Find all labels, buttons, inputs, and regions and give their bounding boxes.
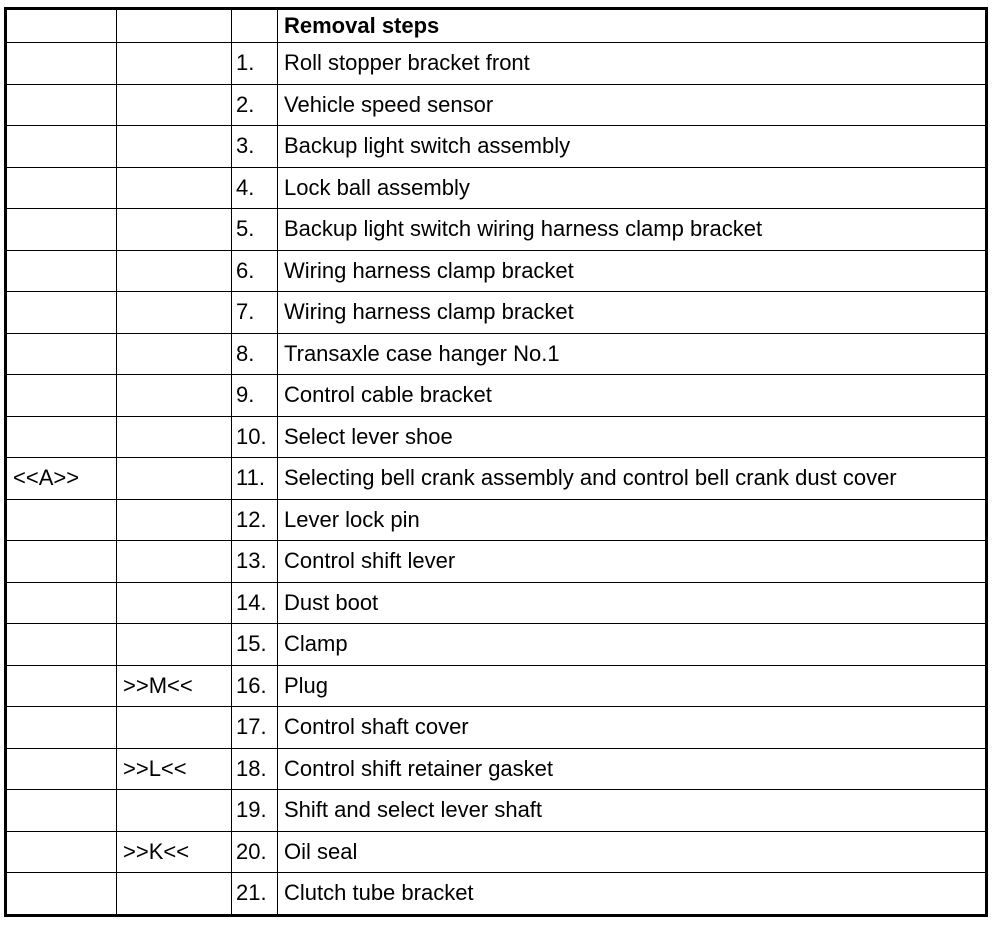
table-row <box>6 375 987 417</box>
step-number: 15. <box>232 624 278 666</box>
table-row <box>6 499 987 541</box>
step-number: 19. <box>232 790 278 832</box>
step-number: 12. <box>232 499 278 541</box>
step-description: Transaxle case hanger No.1 <box>278 333 987 375</box>
step-description: Control cable bracket <box>278 375 987 417</box>
header-cell-removal-ref <box>117 9 232 43</box>
removal-ref-cell: >>M<< <box>117 665 232 707</box>
removal-ref-cell <box>117 167 232 209</box>
install-ref-cell: <<A>> <box>6 458 117 500</box>
removal-ref-cell <box>117 43 232 85</box>
table-body <box>6 43 987 916</box>
table-header-row <box>6 9 987 43</box>
step-description: Backup light switch wiring harness clamp bracket <box>278 209 987 251</box>
install-ref-cell <box>6 84 117 126</box>
install-ref-cell <box>6 499 117 541</box>
install-ref-cell <box>6 831 117 873</box>
step-number: 8. <box>232 333 278 375</box>
install-ref-cell <box>6 748 117 790</box>
step-description: Control shift retainer gasket <box>278 748 987 790</box>
step-description: Lever lock pin <box>278 499 987 541</box>
removal-ref-cell <box>117 624 232 666</box>
removal-ref-cell <box>117 873 232 916</box>
table-row <box>6 458 987 500</box>
removal-ref-cell <box>117 209 232 251</box>
step-description: Selecting bell crank assembly and control bell crank dust cover <box>278 458 987 500</box>
header-removal-steps: Removal steps <box>278 9 987 43</box>
removal-ref-cell <box>117 250 232 292</box>
removal-steps-table <box>4 7 988 917</box>
removal-ref-cell <box>117 790 232 832</box>
step-description: Wiring harness clamp bracket <box>278 250 987 292</box>
step-number: 7. <box>232 292 278 334</box>
install-ref-cell <box>6 873 117 916</box>
step-description: Shift and select lever shaft <box>278 790 987 832</box>
table-row <box>6 748 987 790</box>
table-row <box>6 416 987 458</box>
install-ref-cell <box>6 250 117 292</box>
step-description: Dust boot <box>278 582 987 624</box>
step-description: Control shaft cover <box>278 707 987 749</box>
install-ref-cell <box>6 707 117 749</box>
step-description: Wiring harness clamp bracket <box>278 292 987 334</box>
install-ref-cell <box>6 43 117 85</box>
table-row <box>6 831 987 873</box>
table-row <box>6 582 987 624</box>
step-description: Roll stopper bracket front <box>278 43 987 85</box>
install-ref-cell <box>6 665 117 707</box>
install-ref-cell <box>6 126 117 168</box>
step-number: 11. <box>232 458 278 500</box>
table-row <box>6 292 987 334</box>
table-row <box>6 250 987 292</box>
step-number: 1. <box>232 43 278 85</box>
removal-ref-cell: >>L<< <box>117 748 232 790</box>
step-number: 10. <box>232 416 278 458</box>
table-row <box>6 84 987 126</box>
table-row <box>6 209 987 251</box>
step-description: Backup light switch assembly <box>278 126 987 168</box>
install-ref-cell <box>6 541 117 583</box>
removal-ref-cell <box>117 499 232 541</box>
step-number: 5. <box>232 209 278 251</box>
step-number: 18. <box>232 748 278 790</box>
table-row <box>6 790 987 832</box>
table-row <box>6 126 987 168</box>
install-ref-cell <box>6 292 117 334</box>
removal-ref-cell <box>117 126 232 168</box>
step-number: 4. <box>232 167 278 209</box>
install-ref-cell <box>6 624 117 666</box>
table-row <box>6 707 987 749</box>
step-number: 14. <box>232 582 278 624</box>
table-row <box>6 43 987 85</box>
step-number: 17. <box>232 707 278 749</box>
install-ref-cell <box>6 582 117 624</box>
step-description: Plug <box>278 665 987 707</box>
header-cell-install-ref <box>6 9 117 43</box>
install-ref-cell <box>6 167 117 209</box>
step-description: Lock ball assembly <box>278 167 987 209</box>
removal-ref-cell <box>117 541 232 583</box>
step-description: Oil seal <box>278 831 987 873</box>
removal-ref-cell: >>K<< <box>117 831 232 873</box>
table-row <box>6 333 987 375</box>
removal-ref-cell <box>117 84 232 126</box>
header-cell-number <box>232 9 278 43</box>
step-number: 6. <box>232 250 278 292</box>
step-description: Vehicle speed sensor <box>278 84 987 126</box>
table-row <box>6 665 987 707</box>
install-ref-cell <box>6 333 117 375</box>
removal-ref-cell <box>117 416 232 458</box>
step-number: 21. <box>232 873 278 916</box>
install-ref-cell <box>6 209 117 251</box>
removal-ref-cell <box>117 458 232 500</box>
removal-ref-cell <box>117 582 232 624</box>
step-description: Clutch tube bracket <box>278 873 987 916</box>
step-number: 2. <box>232 84 278 126</box>
step-number: 9. <box>232 375 278 417</box>
step-number: 20. <box>232 831 278 873</box>
step-description: Select lever shoe <box>278 416 987 458</box>
step-number: 3. <box>232 126 278 168</box>
step-description: Clamp <box>278 624 987 666</box>
removal-ref-cell <box>117 333 232 375</box>
table-row <box>6 624 987 666</box>
install-ref-cell <box>6 375 117 417</box>
install-ref-cell <box>6 416 117 458</box>
step-number: 13. <box>232 541 278 583</box>
removal-ref-cell <box>117 375 232 417</box>
step-description: Control shift lever <box>278 541 987 583</box>
removal-ref-cell <box>117 292 232 334</box>
table-row <box>6 873 987 916</box>
table-row <box>6 167 987 209</box>
table-row <box>6 541 987 583</box>
step-number: 16. <box>232 665 278 707</box>
install-ref-cell <box>6 790 117 832</box>
removal-ref-cell <box>117 707 232 749</box>
